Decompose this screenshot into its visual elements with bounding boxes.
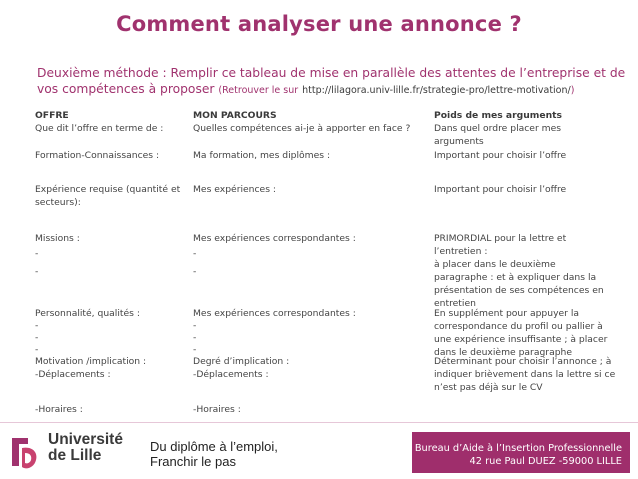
poids-missions xyxy=(434,232,624,310)
footer-divider xyxy=(0,422,638,423)
subtitle xyxy=(37,65,627,99)
page-title: Comment analyser une annonce ? xyxy=(116,12,522,36)
poids-missions-line: PRIMORDIAL pour la lettre et xyxy=(434,233,567,244)
poids-missions-line: présentation de ses compétences en xyxy=(434,285,604,296)
offre-deplacements: -Déplacements : xyxy=(35,369,111,380)
parcours-missions-dash-1: - xyxy=(193,248,197,259)
parcours-formation: Ma formation, mes diplômes : xyxy=(193,150,331,161)
university-logo xyxy=(8,432,148,476)
offre-missions-dash-2: - xyxy=(35,266,39,277)
offre-personnalite-dash-3: - xyxy=(35,344,39,355)
offre-personnalite-dash-1: - xyxy=(35,320,39,331)
offre-header: OFFRE xyxy=(35,110,69,121)
poids-formation: Important pour choisir l’offre xyxy=(434,150,567,161)
tagline xyxy=(150,439,278,469)
subtitle-text: Deuxième méthode : Remplir ce tableau de mise en parallèle des attentes de l’entreprise et de vos compétences à proposer xyxy=(37,66,626,96)
offre-experience: Expérience requise (quantité et secteurs): xyxy=(35,184,181,208)
poids-motivation xyxy=(434,355,624,394)
offre-motivation: Motivation /implication : xyxy=(35,356,147,367)
parcours-deplacements: -Déplacements : xyxy=(193,369,269,380)
university-logo-text xyxy=(48,432,123,464)
poids-motivation-line: Déterminant pour choisir l’annonce ; à xyxy=(434,356,612,367)
logo-line-2: de Lille xyxy=(48,447,102,464)
offre-missions: Missions : xyxy=(35,233,80,244)
poids-missions-line: l’entretien : xyxy=(434,246,488,257)
footer-office xyxy=(412,442,622,468)
footer-band xyxy=(412,432,630,473)
parcours-personnalite: Mes expériences correspondantes : xyxy=(193,308,356,319)
subtitle-ref-prefix: (Retrouver le sur xyxy=(218,85,299,96)
subtitle-ref-suffix: ) xyxy=(570,85,575,96)
parcours-motivation: Degré d’implication : xyxy=(193,356,290,367)
poids-missions-line: à placer dans le deuxième xyxy=(434,259,556,270)
parcours-missions-dash-2: - xyxy=(193,266,197,277)
offre-personnalite: Personnalité, qualités : xyxy=(35,308,140,319)
parcours-subheader: Quelles compétences ai-je à apporter en face ? xyxy=(193,123,411,134)
poids-header: Poids de mes arguments xyxy=(434,110,562,121)
parcours-horaires: -Horaires : xyxy=(193,404,241,415)
poids-personnalite-line: En supplément pour appuyer la xyxy=(434,308,580,319)
parcours-experience: Mes expériences : xyxy=(193,184,277,195)
offre-missions-dash-1: - xyxy=(35,248,39,259)
poids-subheader: Dans quel ordre placer mes arguments xyxy=(434,123,562,147)
poids-personnalite-line: dans le deuxième paragraphe xyxy=(434,347,573,358)
tagline-line-1: Du diplôme à l’emploi, xyxy=(150,439,278,454)
parcours-personnalite-dash-2: - xyxy=(193,332,197,343)
logo-line-1: Université xyxy=(48,431,123,448)
office-name: Bureau d’Aide à l’Insertion Professionnelle xyxy=(414,443,622,454)
poids-personnalite xyxy=(434,307,624,359)
university-logo-icon xyxy=(8,434,42,474)
poids-missions-line: paragraphe : et à expliquer dans la xyxy=(434,272,597,283)
poids-personnalite-line: une expérience insuffisante ; à placer xyxy=(434,334,608,345)
poids-experience: Important pour choisir l’offre xyxy=(434,184,567,195)
poids-missions-line: entretien xyxy=(434,298,476,309)
offre-horaires: -Horaires : xyxy=(35,404,83,415)
offre-formation: Formation-Connaissances : xyxy=(35,150,160,161)
tagline-line-2: Franchir le pas xyxy=(150,454,236,469)
parcours-missions: Mes expériences correspondantes : xyxy=(193,233,356,244)
parcours-personnalite-dash-1: - xyxy=(193,320,197,331)
offre-personnalite-dash-2: - xyxy=(35,332,39,343)
poids-motivation-line: indiquer brièvement dans la lettre si ce xyxy=(434,369,616,380)
office-address: 42 rue Paul DUEZ -59000 LILLE xyxy=(469,456,622,467)
parcours-header: MON PARCOURS xyxy=(193,110,277,121)
parcours-personnalite-dash-3: - xyxy=(193,344,197,355)
offre-subheader: Que dit l’offre en terme de : xyxy=(35,123,164,134)
poids-motivation-line: n’est pas déjà sur le CV xyxy=(434,382,543,393)
subtitle-url[interactable]: http://lilagora.univ-lille.fr/strategie-pro/lettre-motivation/ xyxy=(302,85,571,96)
poids-personnalite-line: correspondance du profil ou pallier à xyxy=(434,321,603,332)
